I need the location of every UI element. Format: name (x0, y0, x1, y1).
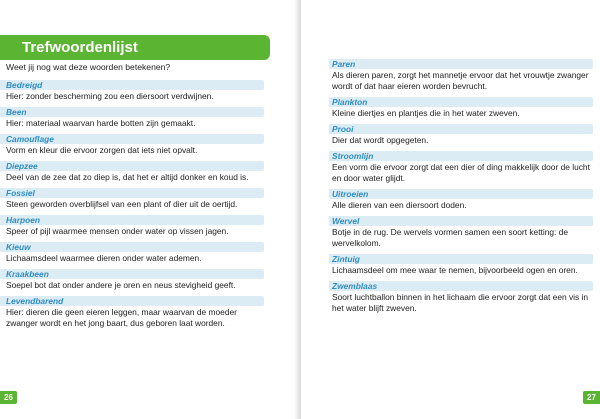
glossary-entry (329, 189, 593, 211)
glossary-entry (0, 242, 264, 264)
glossary-definition: Speer of pijl waarmee mensen onder water op vissen jagen. (6, 226, 229, 236)
glossary-term: Fossiel (0, 188, 264, 198)
left-page (0, 0, 299, 419)
glossary-entry (329, 151, 593, 184)
glossary-entry (329, 281, 593, 314)
glossary-term: Harpoen (0, 215, 264, 225)
glossary-list-left (0, 80, 264, 334)
glossary-entry (329, 216, 593, 249)
glossary-definition: Als dieren paren, zorgt het mannetje ervoor dat het vrouwtje zwanger wordt of dat haar eieren worden bevrucht. (332, 70, 589, 91)
glossary-definition: Hier: dieren die geen eieren leggen, maar waarvan de moeder zwanger wordt en het jong baart, dus geboren laat worden. (6, 307, 237, 328)
glossary-definition: Deel van de zee dat zo diep is, dat het er altijd donker en koud is. (6, 172, 249, 182)
glossary-entry (0, 215, 264, 237)
glossary-term: Kraakbeen (0, 269, 264, 279)
glossary-entry (329, 124, 593, 146)
glossary-term: Wervel (329, 216, 593, 226)
glossary-term: Camouflage (0, 134, 264, 144)
glossary-list-right (329, 59, 593, 319)
glossary-definition: Soort luchtballon binnen in het lichaam die ervoor zorgt dat een vis in het water blijft zweven. (332, 292, 589, 313)
glossary-term: Kieuw (0, 242, 264, 252)
page-title: Trefwoordenlijst (0, 35, 270, 60)
glossary-term: Bedreigd (0, 80, 264, 90)
glossary-entry (0, 161, 264, 183)
glossary-entry (0, 296, 264, 329)
glossary-term: Stroomlijn (329, 151, 593, 161)
glossary-entry (329, 59, 593, 92)
glossary-definition: Alle dieren van een diersoort doden. (332, 200, 467, 210)
glossary-term: Paren (329, 59, 593, 69)
glossary-definition: Kleine diertjes en plantjes die in het water zweven. (332, 108, 520, 118)
glossary-definition: Steen geworden overblijfsel van een plant of dier uit de oertijd. (6, 199, 238, 209)
glossary-term: Zwemblaas (329, 281, 593, 291)
glossary-entry (329, 97, 593, 119)
glossary-term: Prooi (329, 124, 593, 134)
glossary-term: Diepzee (0, 161, 264, 171)
glossary-term: Been (0, 107, 264, 117)
page-number-left: 26 (0, 391, 17, 404)
glossary-definition: Een vorm die ervoor zorgt dat een dier of ding makkelijk door de lucht en door water glijdt. (332, 162, 590, 183)
intro-text: Weet jij nog wat deze woorden betekenen? (6, 62, 171, 72)
glossary-definition: Dier dat wordt opgegeten. (332, 135, 429, 145)
glossary-definition: Hier: zonder bescherming zou een diersoort verdwijnen. (6, 91, 214, 101)
glossary-definition: Lichaamsdeel waarmee dieren onder water ademen. (6, 253, 202, 263)
glossary-definition: Botje in de rug. De wervels vormen samen een soort ketting: de wervelkolom. (332, 227, 569, 248)
glossary-definition: Vorm en kleur die ervoor zorgen dat iets niet opvalt. (6, 145, 198, 155)
glossary-entry (0, 80, 264, 102)
glossary-definition: Hier: materiaal waarvan harde botten zijn gemaakt. (6, 118, 196, 128)
glossary-entry (0, 188, 264, 210)
glossary-term: Zintuig (329, 254, 593, 264)
page-number-right: 27 (583, 391, 600, 404)
glossary-term: Uitroeien (329, 189, 593, 199)
glossary-definition: Soepel bot dat onder andere je oren en neus stevigheid geeft. (6, 280, 236, 290)
glossary-entry (0, 134, 264, 156)
glossary-term: Levendbarend (0, 296, 264, 306)
glossary-entry (0, 107, 264, 129)
glossary-entry (329, 254, 593, 276)
glossary-definition: Lichaamsdeel om mee waar te nemen, bijvoorbeeld ogen en oren. (332, 265, 578, 275)
glossary-term: Plankton (329, 97, 593, 107)
glossary-entry (0, 269, 264, 291)
